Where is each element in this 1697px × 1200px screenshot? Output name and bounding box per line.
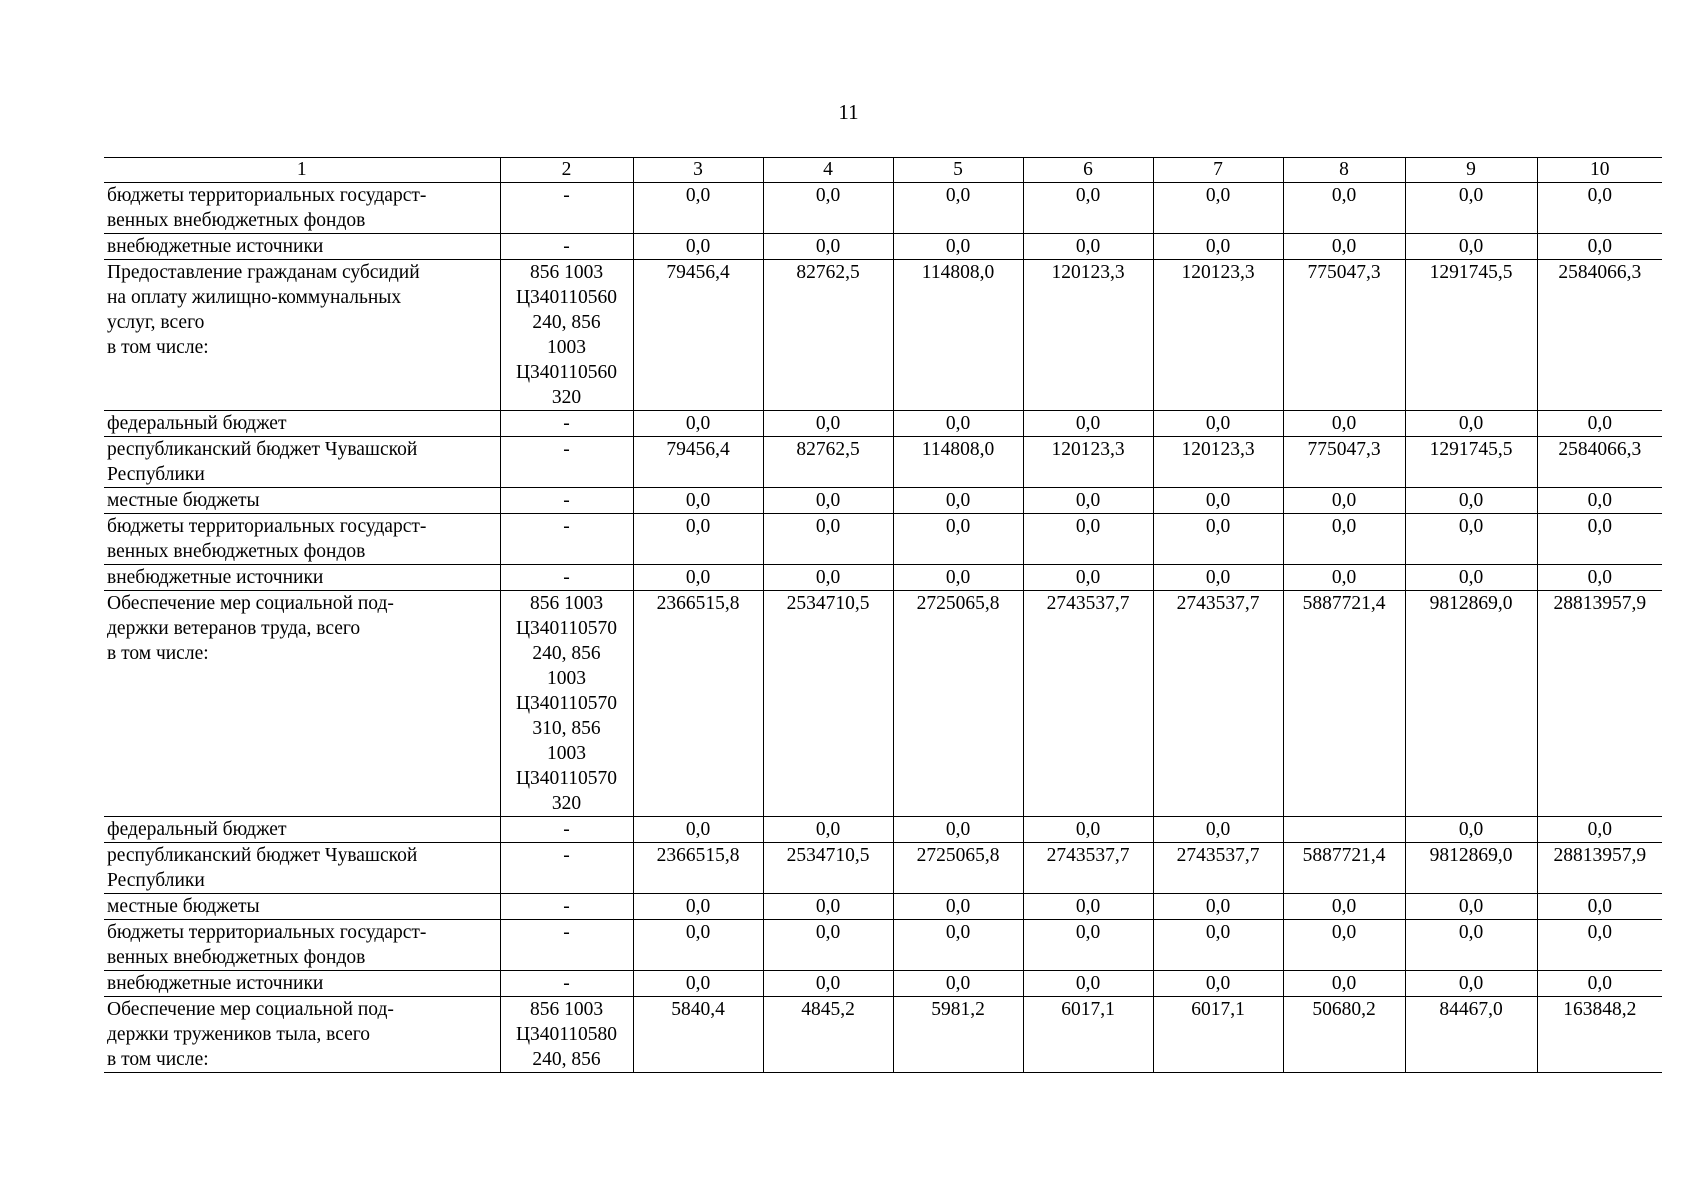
value-cell: 0,0: [763, 411, 893, 437]
budget-code-line: Ц340110560: [515, 287, 618, 308]
value-cell: 0,0: [1537, 488, 1662, 514]
value-cell: 6017,1: [1153, 997, 1283, 1073]
row-name-line: венных внебюджетных фондов: [107, 541, 366, 562]
value-cell: 0,0: [893, 411, 1023, 437]
value-cell: 84467,0: [1405, 997, 1537, 1073]
row-name-line: республиканский бюджет Чувашской: [107, 439, 418, 460]
value-cell: 0,0: [1153, 183, 1283, 234]
budget-code-cell: [500, 234, 633, 260]
value-cell: 79456,4: [633, 260, 763, 411]
value-cell: 0,0: [633, 894, 763, 920]
value-cell: 2725065,8: [893, 591, 1023, 817]
value-cell: 6017,1: [1023, 997, 1153, 1073]
value-cell: 0,0: [1537, 565, 1662, 591]
value-cell: 2725065,8: [893, 843, 1023, 894]
value-cell: 0,0: [1405, 894, 1537, 920]
value-cell: 0,0: [1023, 920, 1153, 971]
table-row: [104, 843, 1662, 894]
value-cell: 9812869,0: [1405, 591, 1537, 817]
row-name-line: Республики: [107, 464, 205, 485]
value-cell: 0,0: [893, 234, 1023, 260]
table-row: [104, 514, 1662, 565]
budget-code-line: -: [563, 973, 570, 994]
value-cell: 2584066,3: [1537, 437, 1662, 488]
table-row: [104, 234, 1662, 260]
value-cell: 0,0: [1405, 234, 1537, 260]
row-name-line: бюджеты территориальных государст-: [107, 185, 427, 206]
value-cell: 4845,2: [763, 997, 893, 1073]
value-cell: 0,0: [1153, 488, 1283, 514]
row-name-line: держки тружеников тыла, всего: [107, 1024, 371, 1045]
column-header: 2: [500, 158, 633, 183]
value-cell: 0,0: [1153, 971, 1283, 997]
table-row: [104, 591, 1662, 817]
value-cell: 82762,5: [763, 260, 893, 411]
value-cell: 0,0: [893, 565, 1023, 591]
row-name-cell: [104, 411, 500, 437]
value-cell: 0,0: [1153, 565, 1283, 591]
value-cell: 120123,3: [1153, 437, 1283, 488]
value-cell: 28813957,9: [1537, 591, 1662, 817]
row-name-line: внебюджетные источники: [107, 236, 324, 257]
value-cell: 0,0: [1153, 411, 1283, 437]
value-cell: 0,0: [633, 488, 763, 514]
budget-code-cell: [500, 514, 633, 565]
column-header: 1: [104, 158, 500, 183]
value-cell: 0,0: [1283, 488, 1405, 514]
row-name-cell: [104, 843, 500, 894]
budget-code-cell: [500, 920, 633, 971]
budget-code-line: -: [563, 236, 570, 257]
value-cell: 0,0: [1153, 894, 1283, 920]
column-header: 10: [1537, 158, 1662, 183]
value-cell: 0,0: [1153, 234, 1283, 260]
budget-code-line: 1003: [547, 668, 586, 689]
value-cell: 0,0: [1405, 183, 1537, 234]
value-cell: 0,0: [1405, 817, 1537, 843]
value-cell: 28813957,9: [1537, 843, 1662, 894]
page-number: 11: [838, 100, 859, 124]
budget-code-line: 1003: [547, 337, 586, 358]
budget-code-line: -: [563, 896, 570, 917]
value-cell: 5887721,4: [1283, 591, 1405, 817]
value-cell: 0,0: [1405, 971, 1537, 997]
row-name-cell: [104, 565, 500, 591]
row-name-line: местные бюджеты: [107, 490, 260, 511]
row-name-line: Предоставление гражданам субсидий: [107, 262, 420, 283]
budget-code-cell: [500, 817, 633, 843]
value-cell: 0,0: [893, 920, 1023, 971]
row-name-cell: [104, 894, 500, 920]
row-name-cell: [104, 817, 500, 843]
value-cell: 0,0: [1023, 565, 1153, 591]
value-cell: 114808,0: [893, 437, 1023, 488]
value-cell: 0,0: [1537, 411, 1662, 437]
budget-code-line: Ц340110560: [515, 362, 618, 383]
value-cell: 0,0: [1023, 234, 1153, 260]
value-cell: 50680,2: [1283, 997, 1405, 1073]
value-cell: 1291745,5: [1405, 260, 1537, 411]
value-cell: 0,0: [1537, 920, 1662, 971]
row-name-cell: [104, 234, 500, 260]
value-cell: 0,0: [1283, 411, 1405, 437]
table-row: [104, 260, 1662, 411]
value-cell: 0,0: [1023, 971, 1153, 997]
value-cell: 2366515,8: [633, 591, 763, 817]
budget-code-line: -: [563, 185, 570, 206]
row-name-line: Обеспечение мер социальной под-: [107, 593, 394, 614]
budget-code-cell: [500, 997, 633, 1073]
row-name-cell: [104, 591, 500, 817]
budget-code-line: -: [563, 819, 570, 840]
row-name-line: федеральный бюджет: [107, 819, 287, 840]
budget-code-line: -: [563, 567, 570, 588]
budget-code-cell: [500, 971, 633, 997]
value-cell: 0,0: [1405, 411, 1537, 437]
value-cell: 2534710,5: [763, 843, 893, 894]
row-name-line: венных внебюджетных фондов: [107, 210, 366, 231]
value-cell: 2743537,7: [1153, 843, 1283, 894]
row-name-line: федеральный бюджет: [107, 413, 287, 434]
table-row: [104, 437, 1662, 488]
value-cell: 82762,5: [763, 437, 893, 488]
value-cell: 0,0: [763, 817, 893, 843]
value-cell: 0,0: [1537, 817, 1662, 843]
value-cell: 0,0: [893, 183, 1023, 234]
row-name-cell: [104, 183, 500, 234]
budget-code-cell: [500, 565, 633, 591]
value-cell: 0,0: [1283, 894, 1405, 920]
budget-code-line: 856 1003: [529, 593, 604, 614]
row-name-line: Республики: [107, 870, 205, 891]
value-cell: 0,0: [763, 183, 893, 234]
budget-code-line: -: [563, 845, 570, 866]
value-cell: 0,0: [1283, 234, 1405, 260]
value-cell: 0,0: [1537, 234, 1662, 260]
column-header: 6: [1023, 158, 1153, 183]
budget-code-cell: [500, 843, 633, 894]
value-cell: 120123,3: [1153, 260, 1283, 411]
column-header: 8: [1283, 158, 1405, 183]
value-cell: 0,0: [1283, 920, 1405, 971]
value-cell: 0,0: [1537, 183, 1662, 234]
budget-code-line: 856 1003: [529, 999, 604, 1020]
row-name-cell: [104, 514, 500, 565]
value-cell: 0,0: [763, 894, 893, 920]
column-header: 9: [1405, 158, 1537, 183]
budget-code-line: Ц340110570: [515, 693, 618, 714]
value-cell: 120123,3: [1023, 260, 1153, 411]
value-cell: 0,0: [763, 565, 893, 591]
value-cell: 2534710,5: [763, 591, 893, 817]
value-cell: 9812869,0: [1405, 843, 1537, 894]
value-cell: 0,0: [763, 920, 893, 971]
row-name-line: на оплату жилищно-коммунальных: [107, 287, 402, 308]
budget-code-line: Ц340110570: [515, 768, 618, 789]
budget-code-line: -: [563, 413, 570, 434]
value-cell: 0,0: [633, 411, 763, 437]
value-cell: 0,0: [1153, 514, 1283, 565]
value-cell: 5840,4: [633, 997, 763, 1073]
value-cell: 0,0: [1023, 411, 1153, 437]
value-cell: 0,0: [1023, 514, 1153, 565]
value-cell: 0,0: [893, 971, 1023, 997]
row-name-line: в том числе:: [107, 643, 209, 664]
value-cell: 0,0: [763, 234, 893, 260]
budget-code-line: 856 1003: [529, 262, 604, 283]
value-cell: 0,0: [1283, 971, 1405, 997]
table-row: [104, 817, 1662, 843]
value-cell: 2743537,7: [1023, 843, 1153, 894]
value-cell: 5981,2: [893, 997, 1023, 1073]
value-cell: 0,0: [633, 183, 763, 234]
value-cell: 0,0: [1283, 514, 1405, 565]
budget-code-cell: [500, 260, 633, 411]
budget-table: [104, 157, 1662, 1073]
value-cell: 2743537,7: [1153, 591, 1283, 817]
budget-code-line: -: [563, 922, 570, 943]
budget-code-cell: [500, 894, 633, 920]
value-cell: 0,0: [1405, 565, 1537, 591]
row-name-cell: [104, 437, 500, 488]
value-cell: 5887721,4: [1283, 843, 1405, 894]
budget-code-line: -: [563, 490, 570, 511]
value-cell: 2584066,3: [1537, 260, 1662, 411]
budget-code-line: 310, 856: [532, 718, 601, 739]
value-cell: 0,0: [763, 488, 893, 514]
value-cell: 0,0: [1283, 183, 1405, 234]
value-cell: 0,0: [1153, 817, 1283, 843]
table-row: [104, 411, 1662, 437]
value-cell: 114808,0: [893, 260, 1023, 411]
row-name-cell: [104, 920, 500, 971]
row-name-line: Обеспечение мер социальной под-: [107, 999, 394, 1020]
row-name-cell: [104, 260, 500, 411]
column-header: 5: [893, 158, 1023, 183]
row-name-line: бюджеты территориальных государст-: [107, 516, 427, 537]
table-body: [104, 183, 1662, 1073]
value-cell: 0,0: [1153, 920, 1283, 971]
row-name-line: внебюджетные источники: [107, 973, 324, 994]
value-cell: 0,0: [633, 920, 763, 971]
value-cell: 775047,3: [1283, 260, 1405, 411]
table-row: [104, 183, 1662, 234]
value-cell: 2743537,7: [1023, 591, 1153, 817]
budget-code-cell: [500, 488, 633, 514]
value-cell: 0,0: [893, 488, 1023, 514]
table-row: [104, 565, 1662, 591]
value-cell: 0,0: [1405, 920, 1537, 971]
value-cell: 0,0: [1023, 488, 1153, 514]
table-row: [104, 894, 1662, 920]
row-name-line: в том числе:: [107, 1049, 209, 1070]
value-cell: 0,0: [633, 565, 763, 591]
table-row: [104, 488, 1662, 514]
value-cell: 0,0: [893, 817, 1023, 843]
value-cell: 0,0: [1023, 817, 1153, 843]
value-cell: 0,0: [893, 894, 1023, 920]
row-name-cell: [104, 971, 500, 997]
value-cell: 0,0: [1405, 488, 1537, 514]
budget-code-line: 240, 856: [532, 312, 601, 333]
value-cell: 0,0: [1537, 514, 1662, 565]
value-cell: 0,0: [633, 971, 763, 997]
budget-code-line: 1003: [547, 743, 586, 764]
value-cell: 0,0: [1537, 971, 1662, 997]
value-cell: 120123,3: [1023, 437, 1153, 488]
row-name-line: в том числе:: [107, 337, 209, 358]
value-cell: 0,0: [633, 234, 763, 260]
column-header: 3: [633, 158, 763, 183]
value-cell: 0,0: [1405, 514, 1537, 565]
budget-code-cell: [500, 437, 633, 488]
value-cell: 0,0: [633, 514, 763, 565]
header-row: [104, 158, 1662, 183]
row-name-line: местные бюджеты: [107, 896, 260, 917]
value-cell: 163848,2: [1537, 997, 1662, 1073]
value-cell: 0,0: [763, 971, 893, 997]
value-cell: 2366515,8: [633, 843, 763, 894]
value-cell: 0,0: [763, 514, 893, 565]
value-cell: 0,0: [1023, 183, 1153, 234]
table-row: [104, 971, 1662, 997]
row-name-line: держки ветеранов труда, всего: [107, 618, 361, 639]
value-cell: 1291745,5: [1405, 437, 1537, 488]
budget-code-line: -: [563, 516, 570, 537]
budget-code-line: Ц340110570: [515, 618, 618, 639]
value-cell: [1283, 817, 1405, 843]
value-cell: 79456,4: [633, 437, 763, 488]
budget-code-line: 320: [551, 793, 582, 814]
row-name-cell: [104, 997, 500, 1073]
value-cell: 0,0: [1537, 894, 1662, 920]
value-cell: 0,0: [633, 817, 763, 843]
value-cell: 0,0: [1283, 565, 1405, 591]
table-row: [104, 997, 1662, 1073]
table-row: [104, 920, 1662, 971]
value-cell: 0,0: [893, 514, 1023, 565]
budget-code-line: -: [563, 439, 570, 460]
value-cell: 0,0: [1023, 894, 1153, 920]
row-name-line: внебюджетные источники: [107, 567, 324, 588]
budget-code-line: 320: [551, 387, 582, 408]
row-name-line: республиканский бюджет Чувашской: [107, 845, 418, 866]
budget-code-cell: [500, 411, 633, 437]
row-name-line: услуг, всего: [107, 312, 205, 333]
budget-code-cell: [500, 591, 633, 817]
budget-code-line: 240, 856: [532, 643, 601, 664]
row-name-line: венных внебюджетных фондов: [107, 947, 366, 968]
row-name-line: бюджеты территориальных государст-: [107, 922, 427, 943]
budget-code-cell: [500, 183, 633, 234]
column-header: 4: [763, 158, 893, 183]
row-name-cell: [104, 488, 500, 514]
budget-code-line: Ц340110580: [515, 1024, 618, 1045]
budget-code-line: 240, 856: [532, 1049, 601, 1070]
value-cell: 775047,3: [1283, 437, 1405, 488]
column-header: 7: [1153, 158, 1283, 183]
